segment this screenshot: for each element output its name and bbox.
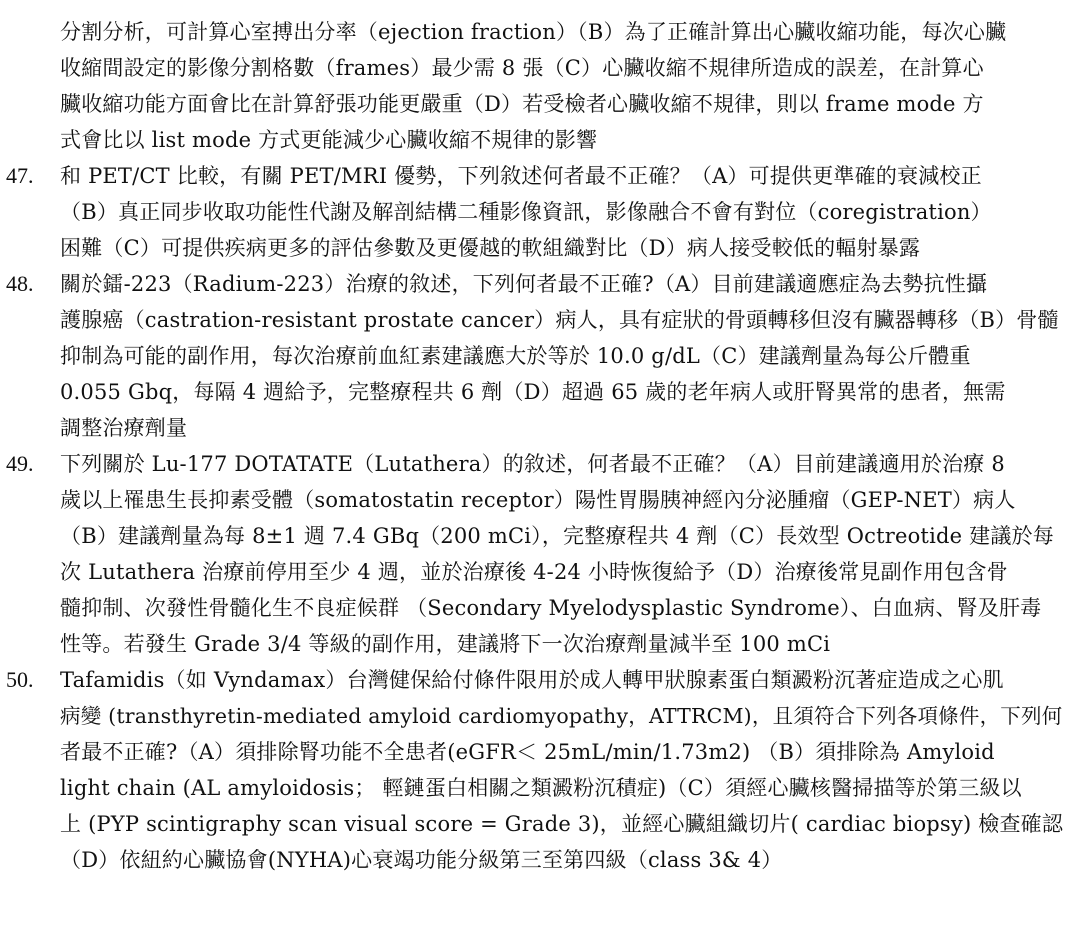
text-line: 者最不正確?（A）須排除腎功能不全患者(eGFR＜ 25mL/min/1.73m2) （B）須排除為 Amyloid: [60, 740, 995, 764]
text-line: 困難（C）可提供疾病更多的評估參數及更優越的軟組織對比（D）病人接受較低的輻射暴露: [60, 236, 921, 260]
text-line: 髓抑制、次發性骨髓化生不良症候群 （Secondary Myelodysplastic Syndrome）、白血病、腎及肝毒: [60, 596, 1042, 620]
text-line: 0.055 Gbq，每隔 4 週給予，完整療程共 6 劑（D）超過 65 歲的老年病人或肝腎異常的患者，無需: [60, 380, 1006, 404]
text-line: 臟收縮功能方面會比在計算舒張功能更嚴重（D）若受檢者心臟收縮不規律，則以 frame mode 方: [60, 92, 984, 116]
text-line: 護腺癌（castration-resistant prostate cancer）病人，具有症狀的骨頭轉移但沒有臟器轉移（B）骨髓: [60, 308, 1059, 332]
question-number: 50.: [6, 667, 34, 692]
text-line: 歲以上罹患生長抑素受體（somatostatin receptor）陽性胃腸胰神經內分泌腫瘤（GEP-NET）病人: [60, 488, 1016, 512]
text-line: Tafamidis（如 Vyndamax）台灣健保給付條件限用於成人轉甲狀腺素蛋白類澱粉沉著症造成之心肌: [60, 668, 1004, 692]
question-number: 49.: [6, 451, 34, 476]
text-line: 調整治療劑量: [60, 416, 188, 440]
text-line: （B）建議劑量為每 8±1 週 7.4 GBq（200 mCi），完整療程共 4 劑（C）長效型 Octreotide 建議於每: [60, 524, 1054, 548]
text-line: 上 (PYP scintigraphy scan visual score = Grade 3)，並經心臟組織切片( cardiac biopsy) 檢查確認: [60, 812, 1064, 836]
question-49: [0, 446, 1080, 662]
text-line: 和 PET/CT 比較，有關 PET/MRI 優勢，下列敘述何者最不正確？（A）可提供更準確的衰減校正: [60, 164, 982, 188]
text-line: 關於鐳-223（Radium-223）治療的敘述，下列何者最不正確?（A）目前建議適應症為去勢抗性攝: [60, 272, 988, 296]
question-46-continuation: [0, 14, 1080, 158]
text-line: （B）真正同步收取功能性代謝及解剖結構二種影像資訊，影像融合不會有對位（coregistration）: [60, 200, 992, 224]
question-number: 47.: [6, 163, 34, 188]
question-number: 48.: [6, 271, 34, 296]
question-50: [0, 662, 1080, 878]
text-line: 下列關於 Lu-177 DOTATATE（Lutathera）的敘述，何者最不正確？（A）目前建議適用於治療 8: [60, 452, 1005, 476]
text-line: 收縮間設定的影像分割格數（frames）最少需 8 張（C）心臟收縮不規律所造成的誤差，在計算心: [60, 56, 984, 80]
text-line: light chain (AL amyloidosis； 輕鏈蛋白相關之類澱粉沉積症)（C）須經心臟核醫掃描等於第三級以: [60, 776, 1022, 800]
exam-page: [0, 14, 1080, 878]
question-48: [0, 266, 1080, 446]
text-line: （D）依紐約心臟協會(NYHA)心衰竭功能分級第三至第四級（class 3& 4）: [60, 848, 783, 872]
text-line: 抑制為可能的副作用，每次治療前血紅素建議應大於等於 10.0 g/dL（C）建議劑量為每公斤體重: [60, 344, 971, 368]
text-line: 次 Lutathera 治療前停用至少 4 週，並於治療後 4-24 小時恢復給予（D）治療後常見副作用包含骨: [60, 560, 1008, 584]
text-line: 病變 (transthyretin-mediated amyloid cardiomyopathy，ATTRCM)，且須符合下列各項條件，下列何: [60, 704, 1063, 728]
question-47: [0, 158, 1080, 266]
text-line: 分割分析，可計算心室搏出分率（ejection fraction）（B）為了正確計算出心臟收縮功能，每次心臟: [60, 20, 1007, 44]
text-line: 式會比以 list mode 方式更能減少心臟收縮不規律的影響: [60, 128, 598, 152]
text-line: 性等。若發生 Grade 3/4 等級的副作用，建議將下一次治療劑量減半至 100 mCi: [60, 632, 831, 656]
